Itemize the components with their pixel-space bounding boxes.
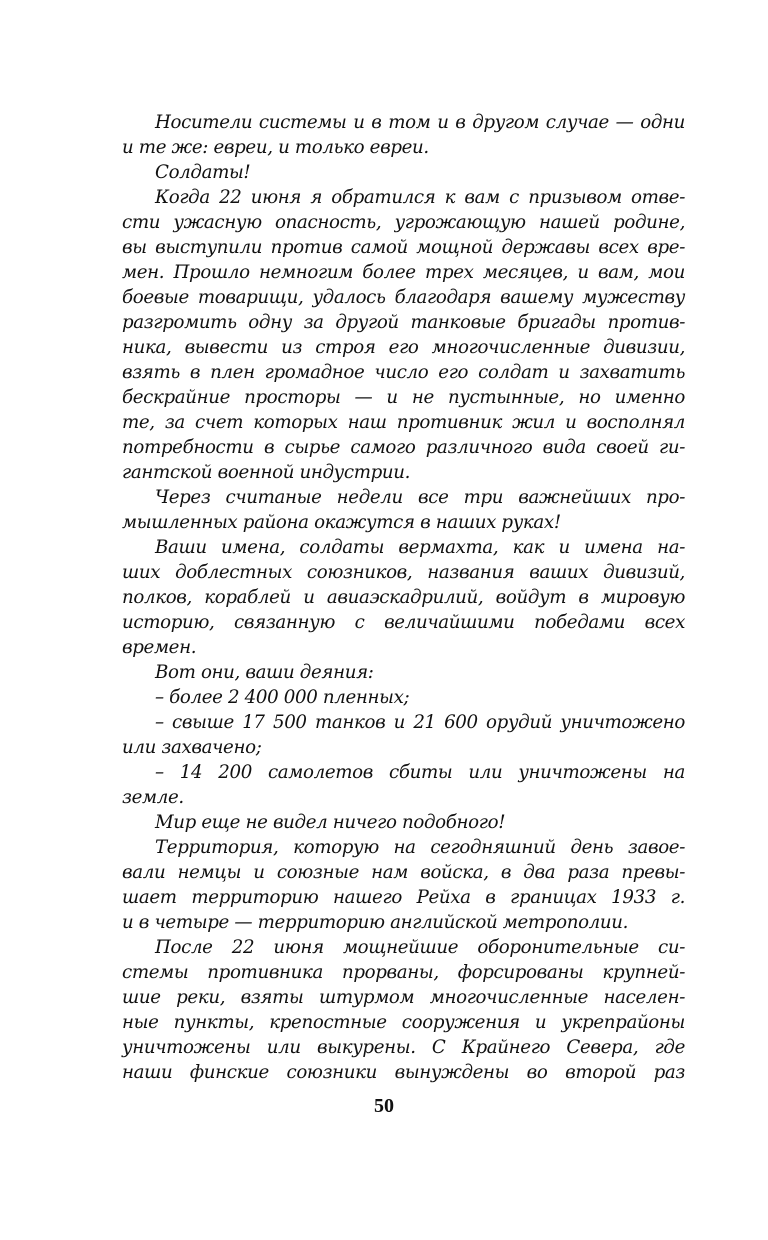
text-line: Ваши имена, солдаты вермахта, как и имена на- [155, 537, 685, 558]
text-line: гантской военной индустрии. [122, 462, 411, 483]
text-line: шает территорию нашего Рейха в границах 1933 г. [122, 887, 685, 908]
text-line: те, за счет которых наш противник жил и восполнял [122, 412, 685, 433]
text-line: историю, связанную с величайшими победами всех [122, 612, 685, 633]
text-line: ших доблестных союзников, названия ваших дивизий, [122, 562, 685, 583]
text-line: сти ужасную опасность, угрожающую нашей родине, [122, 212, 685, 233]
text-line: После 22 июня мощнейшие оборонительные си- [155, 937, 685, 958]
text-line: ника, вывести из строя его многочисленные дивизии, [122, 337, 685, 358]
text-line: Солдаты! [155, 162, 251, 183]
text-line: мен. Прошло немногим более трех месяцев, и вам, мои [122, 262, 685, 283]
text-line: – более 2 400 000 пленных; [155, 687, 410, 708]
text-line: Вот они, ваши деяния: [155, 662, 374, 683]
text-line: боевые товарищи, удалось благодаря вашему мужеству [122, 287, 685, 308]
text-line: Когда 22 июня я обратился к вам с призывом отве- [155, 187, 685, 208]
text-line: времен. [122, 637, 197, 658]
text-line: вали немцы и союзные нам войска, в два раза превы- [122, 862, 685, 883]
text-line: ные пункты, крепостные сооружения и укрепрайоны [122, 1012, 685, 1033]
text-line: и в четыре — территорию английской метрополии. [122, 912, 629, 933]
page-body-text [122, 110, 685, 1085]
text-line: Носители системы и в том и в другом случае — одни [155, 112, 685, 133]
text-line: бескрайние просторы — и не пустынные, но именно [122, 387, 685, 408]
text-line: вы выступили против самой мощной державы всех вре- [122, 237, 685, 258]
text-line: стемы противника прорваны, форсированы крупней- [122, 962, 685, 983]
text-line: или захвачено; [122, 737, 262, 758]
text-line: земле. [122, 787, 184, 808]
text-line: взять в плен громадное число его солдат и захватить [122, 362, 685, 383]
text-line: мышленных района окажутся в наших руках! [122, 512, 561, 533]
text-line: Территория, которую на сегодняшний день завое- [155, 837, 685, 858]
text-line: шие реки, взяты штурмом многочисленные населен- [122, 987, 685, 1008]
text-line: – свыше 17 500 танков и 21 600 орудий уничтожено [155, 712, 685, 733]
text-line: – 14 200 самолетов сбиты или уничтожены на [155, 762, 685, 783]
text-line: Мир еще не видел ничего подобного! [155, 812, 506, 833]
text-line: Через считаные недели все три важнейших про- [155, 487, 685, 508]
text-line: разгромить одну за другой танковые бригады против- [122, 312, 685, 333]
text-line: полков, кораблей и авиаэскадрилий, войдут в мировую [122, 587, 685, 608]
text-line: наши финские союзники вынуждены во второй раз [122, 1062, 685, 1083]
text-line: и те же: евреи, и только евреи. [122, 137, 429, 158]
page-number: 50 [374, 1095, 394, 1117]
text-line: уничтожены или выкурены. С Крайнего Севера, где [122, 1037, 685, 1058]
text-line: потребности в сырье самого различного вида своей ги- [122, 437, 685, 458]
